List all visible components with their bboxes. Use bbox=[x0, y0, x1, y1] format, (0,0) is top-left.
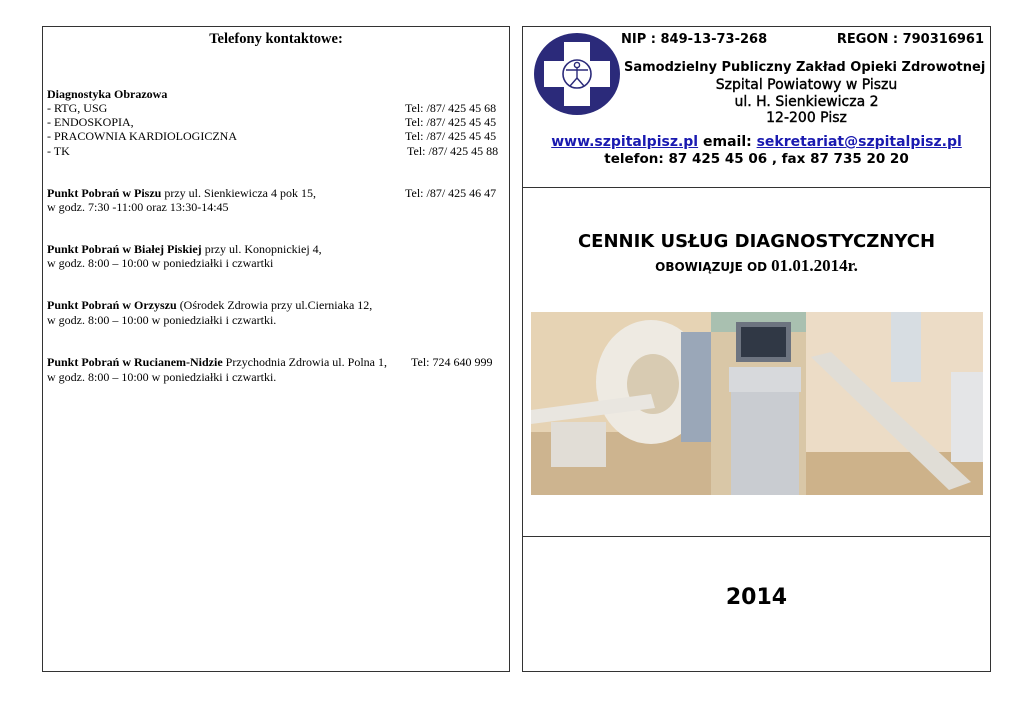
service-kardiologia: - PRACOWNIA KARDIOLOGICZNA bbox=[47, 129, 237, 143]
service-kardiologia-tel: Tel: /87/ 425 45 45 bbox=[405, 129, 497, 143]
service-tk-tel: Tel: /87/ 425 45 88 bbox=[407, 144, 499, 158]
divider-bottom bbox=[523, 536, 990, 537]
contact-panel bbox=[42, 26, 510, 672]
org-name: Samodzielny Publiczny Zakład Opieki Zdrowotnej bbox=[624, 60, 986, 75]
diagnostic-equipment-photo bbox=[531, 312, 983, 495]
contacts-title: Telefony kontaktowe: bbox=[209, 31, 343, 47]
cover-panel bbox=[522, 26, 991, 672]
service-rtg-usg-tel: Tel: /87/ 425 45 68 bbox=[405, 101, 497, 115]
org-city: 12-200 Pisz bbox=[766, 110, 847, 126]
point-biala-piska: Punkt Pobrań w Białej Piskiej przy ul. Konopnickiej 4, bbox=[47, 242, 322, 256]
point-ruciane-nida-hours: w godz. 8:00 – 10:00 w poniedziałki i czwartki. bbox=[47, 370, 277, 384]
org-hospital: Szpital Powiatowy w Piszu bbox=[715, 77, 898, 93]
service-endoskopia: - ENDOSKOPIA, bbox=[47, 115, 134, 129]
document-title: CENNIK USŁUG DIAGNOSTYCZNYCH bbox=[577, 231, 936, 252]
year: 2014 bbox=[725, 585, 788, 610]
service-endoskopia-tel: Tel: /87/ 425 45 45 bbox=[405, 115, 497, 129]
phone-fax: telefon: 87 425 45 06 , fax 87 735 20 20 bbox=[604, 151, 909, 167]
valid-from: OBOWIĄZUJE OD 01.01.2014r. bbox=[655, 256, 858, 275]
point-pisz-tel: Tel: /87/ 425 46 47 bbox=[405, 186, 497, 200]
point-biala-piska-hours: w godz. 8:00 – 10:00 w poniedziałki i czwartki bbox=[47, 256, 274, 270]
nip: NIP : 849-13-73-268 bbox=[621, 32, 768, 47]
medical-cross-logo-icon bbox=[533, 32, 621, 116]
point-orzysz: Punkt Pobrań w Orzyszu (Ośrodek Zdrowia przy ul.Cierniaka 12, bbox=[47, 298, 373, 312]
point-ruciane-nida-tel: Tel: 724 640 999 bbox=[411, 355, 493, 369]
web-email-line: www.szpitalpisz.pl email: sekretariat@szpitalpisz.pl bbox=[551, 134, 962, 150]
section-title: Diagnostyka Obrazowa bbox=[47, 87, 168, 101]
divider-top bbox=[523, 187, 990, 188]
service-rtg-usg: - RTG, USG bbox=[47, 101, 108, 115]
point-pisz: Punkt Pobrań w Piszu przy ul. Sienkiewicza 4 pok 15, bbox=[47, 186, 316, 200]
point-pisz-hours: w godz. 7:30 -11:00 oraz 13:30-14:45 bbox=[47, 200, 229, 214]
org-street: ul. H. Sienkiewicza 2 bbox=[734, 94, 879, 110]
email-link[interactable]: sekretariat@szpitalpisz.pl bbox=[756, 134, 962, 150]
service-tk: - TK bbox=[47, 144, 70, 158]
website-link[interactable]: www.szpitalpisz.pl bbox=[551, 134, 699, 150]
point-ruciane-nida: Punkt Pobrań w Rucianem-Nidzie Przychodnia Zdrowia ul. Polna 1, bbox=[47, 355, 387, 369]
point-orzysz-hours: w godz. 8:00 – 10:00 w poniedziałki i czwartki. bbox=[47, 313, 277, 327]
regon: REGON : 790316961 bbox=[836, 32, 984, 47]
